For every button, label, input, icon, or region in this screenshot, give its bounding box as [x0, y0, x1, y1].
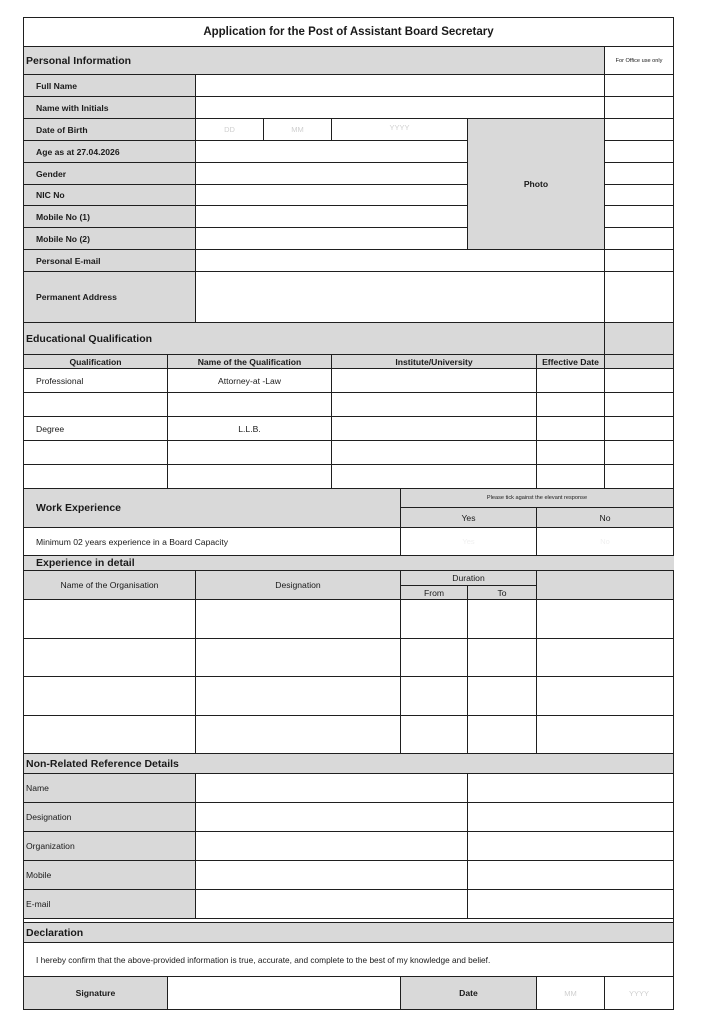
nic-label: NIC No: [23, 184, 196, 206]
office-use-cell: [604, 392, 674, 417]
institute-cell[interactable]: [331, 368, 537, 393]
ref-email-label: E-mail: [23, 889, 196, 919]
qualification-cell[interactable]: Professional: [23, 368, 168, 393]
office-use-cell: [604, 227, 674, 250]
office-use-cell: [604, 205, 674, 228]
dob-month-field[interactable]: MM: [263, 118, 332, 141]
extra-cell[interactable]: [536, 676, 674, 716]
extra-cell[interactable]: [536, 599, 674, 639]
extra-cell[interactable]: [536, 715, 674, 754]
qualification-cell[interactable]: [23, 464, 168, 489]
col-blank: [536, 570, 674, 600]
designation-cell[interactable]: [195, 599, 401, 639]
institute-cell[interactable]: [331, 464, 537, 489]
ref1-email-field[interactable]: [195, 889, 468, 919]
ref-designation-label: Designation: [23, 802, 196, 832]
office-use-cell: [604, 118, 674, 141]
ref-name-label: Name: [23, 773, 196, 803]
qualification-name-cell[interactable]: L.L.B.: [167, 416, 332, 441]
office-use-cell: [604, 464, 674, 489]
mobile1-label: Mobile No (1): [23, 205, 196, 228]
col-qualification: Qualification: [23, 354, 168, 369]
section-educational-qualification: Educational Qualification: [23, 322, 605, 355]
mobile2-field[interactable]: [195, 227, 468, 250]
mobile2-label: Mobile No (2): [23, 227, 196, 250]
signature-label: Signature: [23, 976, 168, 1010]
organisation-cell[interactable]: [23, 638, 196, 677]
office-use-cell: [604, 354, 674, 369]
designation-cell[interactable]: [195, 715, 401, 754]
gender-field[interactable]: [195, 162, 468, 185]
organisation-cell[interactable]: [23, 676, 196, 716]
name-initials-label: Name with Initials: [23, 96, 196, 119]
col-duration: Duration: [400, 570, 537, 586]
yes-tick-box[interactable]: Yes: [400, 527, 537, 556]
mobile1-field[interactable]: [195, 205, 468, 228]
office-use-cell: [604, 440, 674, 465]
date-year-field[interactable]: YYYY: [604, 976, 674, 1010]
from-cell[interactable]: [400, 638, 468, 677]
institute-cell[interactable]: [331, 416, 537, 441]
nic-field[interactable]: [195, 184, 468, 206]
col-to: To: [467, 585, 537, 600]
office-use-cell: [604, 416, 674, 441]
section-references: Non-Related Reference Details: [23, 753, 674, 774]
office-use-cell: [604, 271, 674, 323]
office-use-cell: [604, 140, 674, 163]
from-cell[interactable]: [400, 715, 468, 754]
col-effective-date: Effective Date: [536, 354, 605, 369]
col-organisation: Name of the Organisation: [23, 570, 196, 600]
section-declaration: Declaration: [23, 922, 674, 943]
address-field[interactable]: [195, 271, 605, 323]
age-label: Age as at 27.04.2026: [23, 140, 196, 163]
ref2-mobile-field[interactable]: [467, 860, 674, 890]
ref1-name-field[interactable]: [195, 773, 468, 803]
extra-cell[interactable]: [536, 638, 674, 677]
section-experience-detail: Experience in detail: [23, 555, 674, 571]
effective-date-cell[interactable]: [536, 464, 605, 489]
office-use-cell: [604, 74, 674, 97]
yes-header: Yes: [400, 507, 537, 528]
qualification-cell[interactable]: [23, 392, 168, 417]
qualification-name-cell[interactable]: [167, 464, 332, 489]
col-from: From: [400, 585, 468, 600]
dob-label: Date of Birth: [23, 118, 196, 141]
effective-date-cell[interactable]: [536, 416, 605, 441]
office-use-cell: [604, 322, 674, 355]
ref1-mobile-field[interactable]: [195, 860, 468, 890]
dob-year-field[interactable]: YYYY: [331, 118, 468, 141]
from-cell[interactable]: [400, 599, 468, 639]
name-initials-field[interactable]: [195, 96, 605, 119]
office-use-label: For Office use only: [604, 46, 674, 75]
no-header: No: [536, 507, 674, 528]
col-institute: Institute/University: [331, 354, 537, 369]
age-field[interactable]: [195, 140, 468, 163]
ref-organization-label: Organization: [23, 831, 196, 861]
office-use-cell: [604, 96, 674, 119]
photo-box[interactable]: Photo: [467, 118, 605, 250]
office-use-cell: [604, 249, 674, 272]
to-cell[interactable]: [467, 715, 537, 754]
full-name-label: Full Name: [23, 74, 196, 97]
designation-cell[interactable]: [195, 638, 401, 677]
no-tick-box[interactable]: No: [536, 527, 674, 556]
address-label: Permanent Address: [23, 271, 196, 323]
effective-date-cell[interactable]: [536, 440, 605, 465]
dob-day-field[interactable]: DD: [195, 118, 264, 141]
ref2-email-field[interactable]: [467, 889, 674, 919]
col-qualification-name: Name of the Qualification: [167, 354, 332, 369]
from-cell[interactable]: [400, 676, 468, 716]
col-designation: Designation: [195, 570, 401, 600]
effective-date-cell[interactable]: [536, 368, 605, 393]
section-work-experience: Work Experience: [23, 488, 401, 528]
section-personal-information: Personal Information: [23, 46, 605, 75]
office-use-cell: [604, 184, 674, 206]
designation-cell[interactable]: [195, 676, 401, 716]
qualification-cell[interactable]: Degree: [23, 416, 168, 441]
date-label: Date: [400, 976, 537, 1010]
ref2-name-field[interactable]: [467, 773, 674, 803]
office-use-cell: [604, 162, 674, 185]
ref2-designation-field[interactable]: [467, 802, 674, 832]
form-title: Application for the Post of Assistant Board Secretary: [23, 17, 674, 47]
institute-cell[interactable]: [331, 392, 537, 417]
to-cell[interactable]: [467, 676, 537, 716]
email-label: Personal E-mail: [23, 249, 196, 272]
signature-field[interactable]: [167, 976, 401, 1010]
ref1-designation-field[interactable]: [195, 802, 468, 832]
effective-date-cell[interactable]: [536, 392, 605, 417]
tick-instruction: Please tick against the elevant response: [400, 488, 674, 508]
ref-mobile-label: Mobile: [23, 860, 196, 890]
office-use-cell: [604, 368, 674, 393]
to-cell[interactable]: [467, 638, 537, 677]
organisation-cell[interactable]: [23, 715, 196, 754]
ref2-organization-field[interactable]: [467, 831, 674, 861]
full-name-field[interactable]: [195, 74, 605, 97]
declaration-text: I hereby confirm that the above-provided information is true, accurate, and complete to the best of my knowledge and belief.: [23, 942, 674, 977]
to-cell[interactable]: [467, 599, 537, 639]
requirement-text: Minimum 02 years experience in a Board Capacity: [23, 527, 401, 556]
email-field[interactable]: [195, 249, 605, 272]
qualification-name-cell[interactable]: Attorney-at -Law: [167, 368, 332, 393]
ref1-organization-field[interactable]: [195, 831, 468, 861]
qualification-cell[interactable]: [23, 440, 168, 465]
qualification-name-cell[interactable]: [167, 440, 332, 465]
date-month-field[interactable]: MM: [536, 976, 605, 1010]
gender-label: Gender: [23, 162, 196, 185]
qualification-name-cell[interactable]: [167, 392, 332, 417]
organisation-cell[interactable]: [23, 599, 196, 639]
institute-cell[interactable]: [331, 440, 537, 465]
